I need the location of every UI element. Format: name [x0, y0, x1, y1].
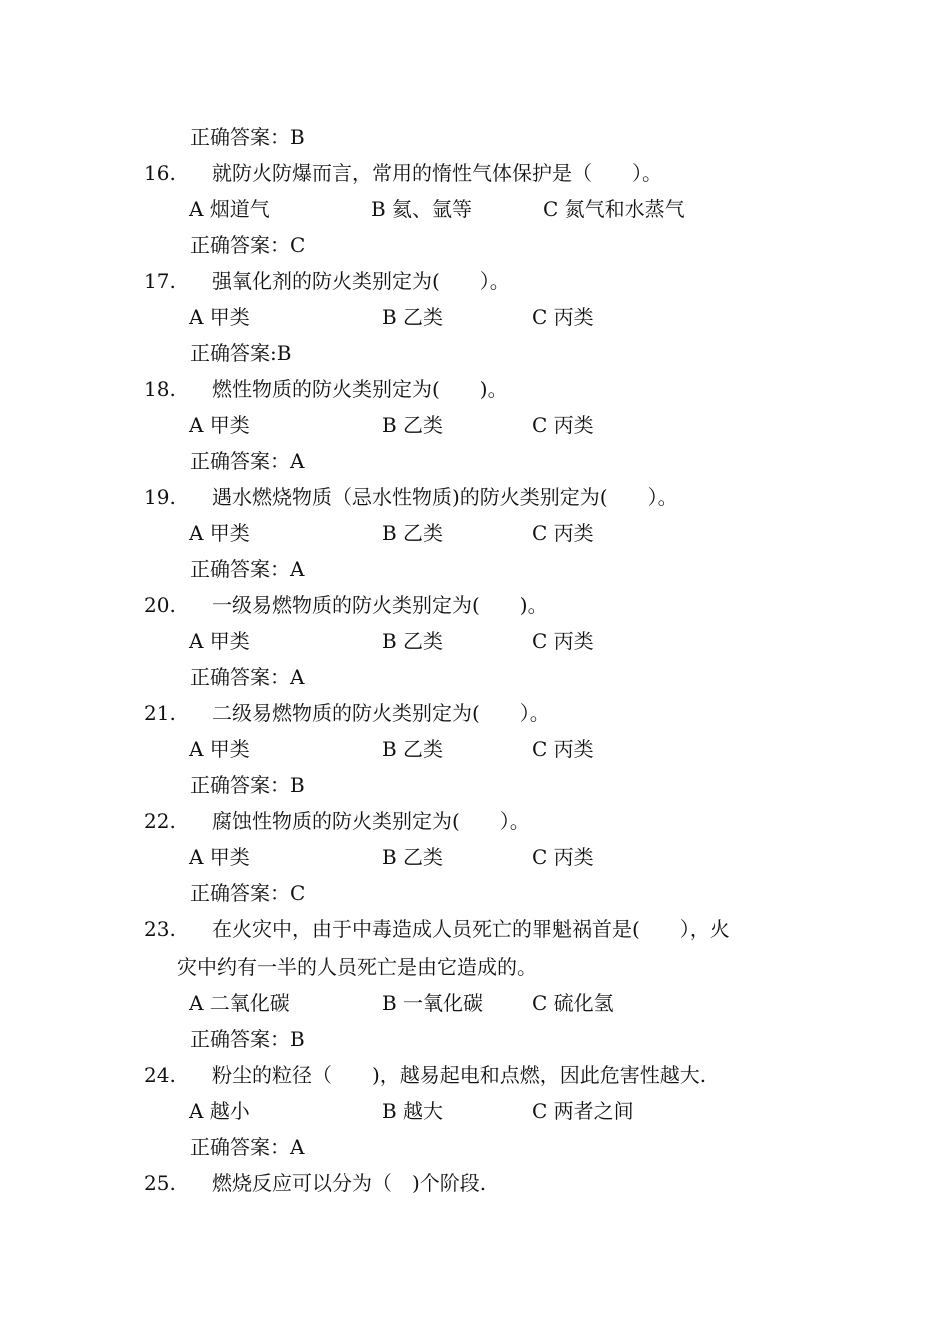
- answer-line: 正确答案：B: [190, 1027, 305, 1051]
- question-number: 16.: [144, 161, 176, 185]
- question-number: 20.: [144, 593, 176, 617]
- question-text: 就防火防爆而言，常用的惰性气体保护是（ ）。: [212, 161, 662, 185]
- question-text: 在火灾中，由于中毒造成人员死亡的罪魁祸首是( ），火: [212, 917, 730, 941]
- option-b: B 乙类: [382, 629, 444, 653]
- option-c: C 硫化氢: [532, 991, 614, 1015]
- option-a: A 甲类: [189, 845, 250, 869]
- answer-line: 正确答案：B: [190, 773, 305, 797]
- question-number: 23.: [144, 917, 176, 941]
- option-a: A 二氧化碳: [189, 991, 290, 1015]
- option-c: C 两者之间: [532, 1099, 634, 1123]
- option-b: B 一氧化碳: [382, 991, 484, 1015]
- answer-line: 正确答案：A: [190, 557, 305, 581]
- answer-line: 正确答案：A: [190, 1135, 305, 1159]
- question-number: 25.: [144, 1171, 176, 1195]
- option-c: C 丙类: [532, 521, 594, 545]
- question-text-continued: 灾中约有一半的人员死亡是由它造成的。: [177, 955, 537, 979]
- question-number: 22.: [144, 809, 176, 833]
- option-b: B 乙类: [382, 845, 444, 869]
- answer-line: 正确答案:B: [190, 341, 292, 365]
- question-text: 粉尘的粒径（ )，越易起电和点燃，因此危害性越大.: [212, 1063, 707, 1087]
- option-c: C 丙类: [532, 305, 594, 329]
- answer-line: 正确答案：A: [190, 665, 305, 689]
- question-text: 强氧化剂的防火类别定为( ）。: [212, 269, 510, 293]
- option-a: A 甲类: [189, 521, 250, 545]
- option-c: C 丙类: [532, 629, 594, 653]
- question-number: 19.: [144, 485, 176, 509]
- option-b: B 氦、氩等: [371, 197, 473, 221]
- question-text: 遇水燃烧物质（忌水性物质)的防火类别定为( ）。: [212, 485, 678, 509]
- question-text: 燃性物质的防火类别定为( )。: [212, 377, 508, 401]
- option-b: B 乙类: [382, 413, 444, 437]
- question-text: 燃烧反应可以分为（ )个阶段.: [212, 1171, 487, 1195]
- answer-line: 正确答案：C: [190, 233, 306, 257]
- answer-line: 正确答案：C: [190, 881, 306, 905]
- option-a: A 甲类: [189, 737, 250, 761]
- option-b: B 乙类: [382, 305, 444, 329]
- option-a: A 烟道气: [189, 197, 270, 221]
- option-b: B 越大: [382, 1099, 444, 1123]
- option-a: A 越小: [189, 1099, 250, 1123]
- question-text: 二级易燃物质的防火类别定为( ）。: [212, 701, 550, 725]
- question-number: 21.: [144, 701, 176, 725]
- question-number: 17.: [144, 269, 176, 293]
- question-text: 一级易燃物质的防火类别定为( )。: [212, 593, 548, 617]
- answer-line: 正确答案：A: [190, 449, 305, 473]
- option-b: B 乙类: [382, 521, 444, 545]
- option-a: A 甲类: [189, 629, 250, 653]
- answer-line: 正确答案：B: [190, 125, 305, 149]
- option-c: C 氮气和水蒸气: [543, 197, 685, 221]
- question-number: 24.: [144, 1063, 176, 1087]
- option-c: C 丙类: [532, 845, 594, 869]
- option-c: C 丙类: [532, 737, 594, 761]
- option-c: C 丙类: [532, 413, 594, 437]
- question-text: 腐蚀性物质的防火类别定为( ）。: [212, 809, 530, 833]
- option-b: B 乙类: [382, 737, 444, 761]
- question-number: 18.: [144, 377, 176, 401]
- option-a: A 甲类: [189, 305, 250, 329]
- option-a: A 甲类: [189, 413, 250, 437]
